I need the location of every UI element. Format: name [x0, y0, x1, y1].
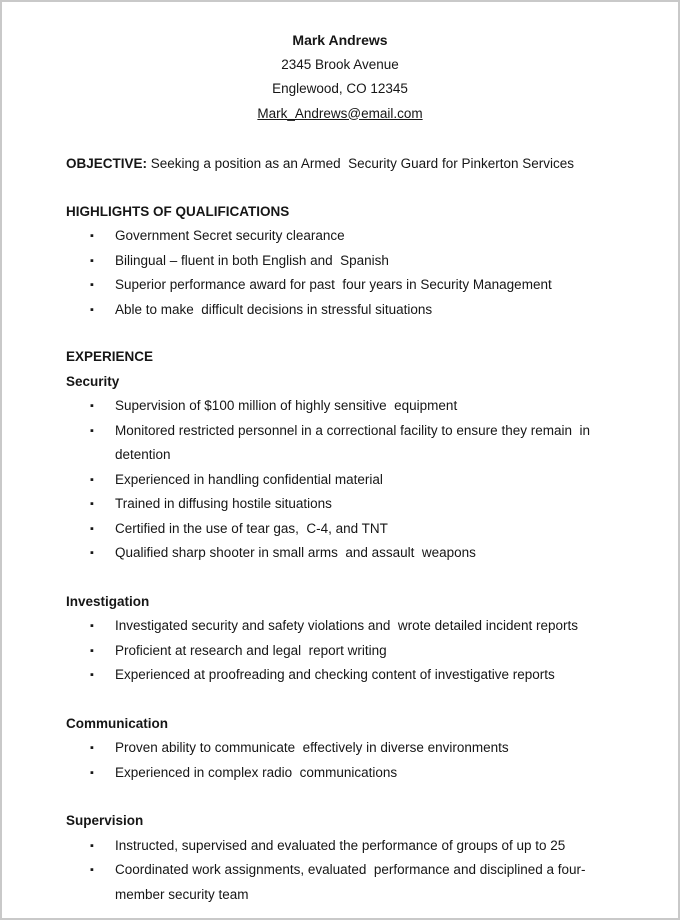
section-experience — [66, 345, 620, 907]
list-item-text: Bilingual – fluent in both English and Spanish — [115, 252, 389, 268]
security-list — [66, 394, 620, 566]
bullet-icon: ▪ — [90, 254, 94, 267]
email-row — [2, 102, 678, 127]
supervision-list — [66, 834, 620, 908]
bullet-icon: ▪ — [90, 400, 94, 412]
bullet-icon: ▪ — [90, 766, 94, 779]
experience-heading: EXPERIENCE — [66, 349, 154, 364]
list-item-text: Experienced at proofreading and checking content of investigative reports — [115, 667, 555, 682]
list-item — [66, 273, 620, 298]
list-item-text: Proficient at research and legal report writing — [115, 642, 387, 658]
resume-body — [2, 152, 678, 907]
bullet-icon: ▪ — [90, 547, 94, 559]
bullet-icon: ▪ — [90, 620, 94, 632]
bullet-icon: ▪ — [90, 473, 94, 486]
group-title-supervision: Supervision — [66, 813, 144, 828]
bullet-icon: ▪ — [90, 522, 94, 535]
experience-group-supervision — [66, 809, 620, 907]
list-item-text: Monitored restricted personnel in a correctional facility to ensure they remain in detention — [115, 422, 594, 462]
list-item-text: Proven ability to communicate effectively in diverse environments — [115, 740, 509, 755]
list-item-text: Experienced in handling confidential material — [115, 471, 383, 487]
list-item-text: Superior performance award for past four years in Security Management — [115, 277, 552, 292]
list-item — [66, 468, 620, 493]
list-item-text: Qualified sharp shooter in small arms and assault weapons — [115, 545, 476, 560]
list-item — [66, 517, 620, 542]
list-item — [66, 541, 620, 566]
list-item-text: Supervision of $100 million of highly sensitive equipment — [115, 398, 458, 413]
list-item-text: Able to make difficult decisions in stressful situations — [115, 301, 433, 317]
bullet-icon: ▪ — [90, 230, 94, 242]
list-item-text: Government Secret security clearance — [115, 228, 345, 243]
list-item-text: Certified in the use of tear gas, C-4, and TNT — [115, 520, 388, 536]
list-item — [66, 761, 620, 786]
highlights-heading: HIGHLIGHTS OF QUALIFICATIONS — [66, 203, 290, 219]
email-link[interactable]: Mark_Andrews@email.com — [257, 105, 423, 121]
list-item — [66, 419, 620, 468]
list-item — [66, 224, 620, 249]
section-highlights — [66, 200, 620, 323]
list-item — [66, 249, 620, 274]
list-item — [66, 736, 620, 761]
list-item-text: Coordinated work assignments, evaluated performance and disciplined a four-member security team — [115, 862, 586, 902]
communication-list — [66, 736, 620, 785]
list-item-text: Experienced in complex radio communications — [115, 764, 398, 780]
list-item — [66, 639, 620, 664]
group-title-investigation: Investigation — [66, 593, 150, 609]
bullet-icon: ▪ — [90, 498, 94, 510]
bullet-icon: ▪ — [90, 303, 94, 316]
list-item-text: Instructed, supervised and evaluated the performance of groups of up to 25 — [115, 837, 566, 853]
bullet-icon: ▪ — [90, 864, 94, 876]
objective-line — [66, 152, 620, 177]
highlights-list — [66, 224, 620, 322]
bullet-icon: ▪ — [90, 279, 94, 291]
list-item — [66, 858, 620, 907]
bullet-icon: ▪ — [90, 839, 94, 852]
bullet-icon: ▪ — [90, 742, 94, 754]
group-title-communication: Communication — [66, 715, 169, 731]
bullet-icon: ▪ — [90, 424, 94, 437]
list-item-text: Trained in diffusing hostile situations — [115, 496, 332, 511]
address-line-1: 2345 Brook Avenue — [281, 56, 399, 72]
list-item — [66, 614, 620, 639]
bullet-icon: ▪ — [90, 669, 94, 681]
experience-group-security — [66, 370, 620, 566]
list-item — [66, 492, 620, 517]
resume-header — [2, 2, 678, 126]
person-name: Mark Andrews — [292, 32, 388, 48]
objective-text: Seeking a position as an Armed Security Guard for Pinkerton Services — [150, 156, 574, 171]
list-item — [66, 394, 620, 419]
address-line-2: Englewood, CO 12345 — [272, 81, 408, 96]
bullet-icon: ▪ — [90, 644, 94, 657]
group-title-security: Security — [66, 373, 120, 389]
investigation-list — [66, 614, 620, 688]
experience-group-investigation — [66, 590, 620, 688]
list-item-text: Investigated security and safety violations and wrote detailed incident reports — [115, 618, 579, 633]
experience-group-communication — [66, 712, 620, 786]
list-item — [66, 834, 620, 859]
list-item — [66, 663, 620, 688]
objective-label: OBJECTIVE: — [66, 156, 148, 171]
list-item — [66, 298, 620, 323]
